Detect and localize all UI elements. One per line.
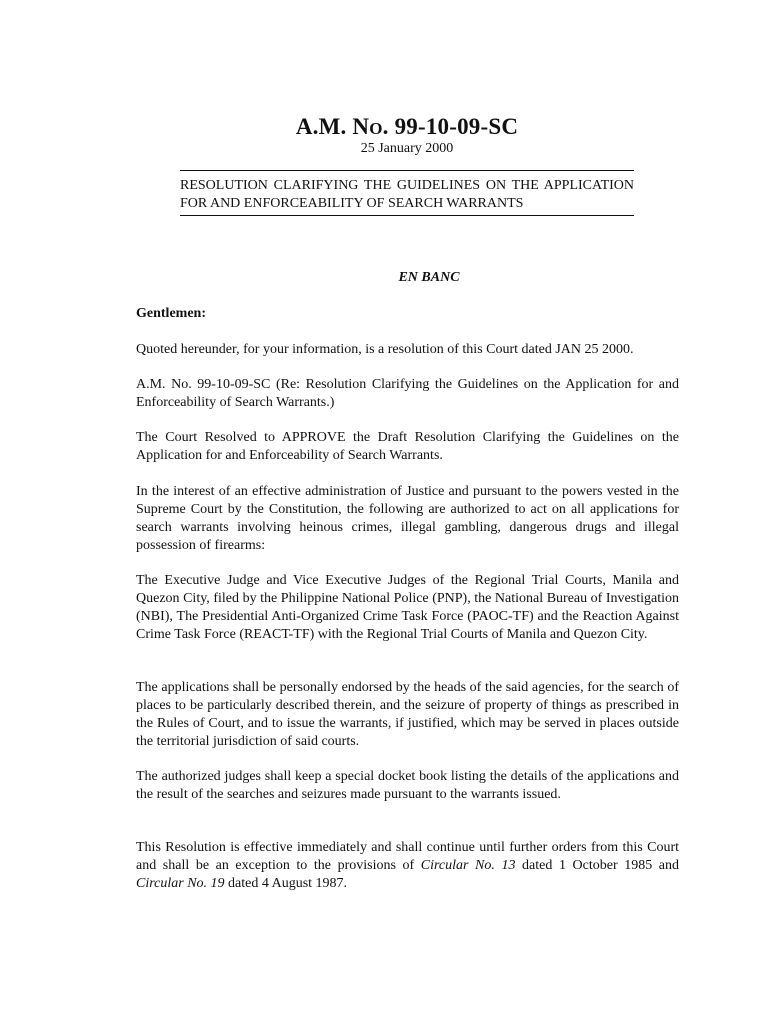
en-banc-heading: EN BANC xyxy=(398,270,460,285)
paragraph-applications: The applications shall be personally endorsed by the heads of the said agencies, for the search of places to be particularly described therein, and the seizure of property of things as prescribed in the Rules of Court, and to issue the warrants, if justified, which may be served in places outside the territorial jurisdiction of said courts. xyxy=(136,680,679,749)
paragraph-quoted-resolution: Quoted hereunder, for your information, is a resolution of this Court dated JAN 25 2000. xyxy=(136,342,634,357)
effectivity-text-3: dated 4 August 1987. xyxy=(224,876,348,891)
document-date: 25 January 2000 xyxy=(360,141,454,156)
paragraph-am-number: A.M. No. 99-10-09-SC (Re: Resolution Clarifying the Guidelines on the Application for and Enforceability of Search Warrants.) xyxy=(136,377,679,410)
circular-13-reference: Circular No. 13 xyxy=(420,858,516,873)
effectivity-text-2: dated 1 October 1985 and xyxy=(515,858,680,873)
title-suffix: . 99-10-09-SC xyxy=(382,114,519,139)
title-small-caps: O xyxy=(369,119,383,138)
resolution-subject: RESOLUTION CLARIFYING THE GUIDELINES ON THE APPLICATION FOR AND ENFORCEABILITY OF SEARCH WARRANTS xyxy=(180,170,634,216)
paragraph-authorization: In the interest of an effective administration of Justice and pursuant to the powers vested in the Supreme Court by the Constitution, the following are authorized to act on all applications for search warrants involving heinous crimes, illegal gambling, dangerous drugs and illegal possession of firearms: xyxy=(136,484,679,553)
paragraph-approval: The Court Resolved to APPROVE the Draft Resolution Clarifying the Guidelines on the Application for and Enforceability of Search Warrants. xyxy=(136,430,679,463)
paragraph-judges: The Executive Judge and Vice Executive Judges of the Regional Trial Courts, Manila and Quezon City, filed by the Philippine National Police (PNP), the National Bureau of Investigation (NBI), The Presidential Anti-Organized Crime Task Force (PAOC-TF) and the Reaction Against Crime Task Force (REACT-TF) with the Regional Trial Courts of Manila and Quezon City. xyxy=(136,573,679,642)
paragraph-effectivity xyxy=(136,839,679,893)
effectivity-text-1: This Resolution is effective immediately and shall continue until further orders from this Court and shall be an exception to the provisions of xyxy=(136,840,679,873)
title-prefix: A.M. N xyxy=(295,114,370,139)
document-title xyxy=(0,114,768,142)
circular-19-reference: Circular No. 19 xyxy=(136,876,225,891)
paragraph-docket-book: The authorized judges shall keep a special docket book listing the details of the applications and the result of the searches and seizures made pursuant to the warrants issued. xyxy=(136,769,679,802)
salutation: Gentlemen: xyxy=(136,306,206,321)
